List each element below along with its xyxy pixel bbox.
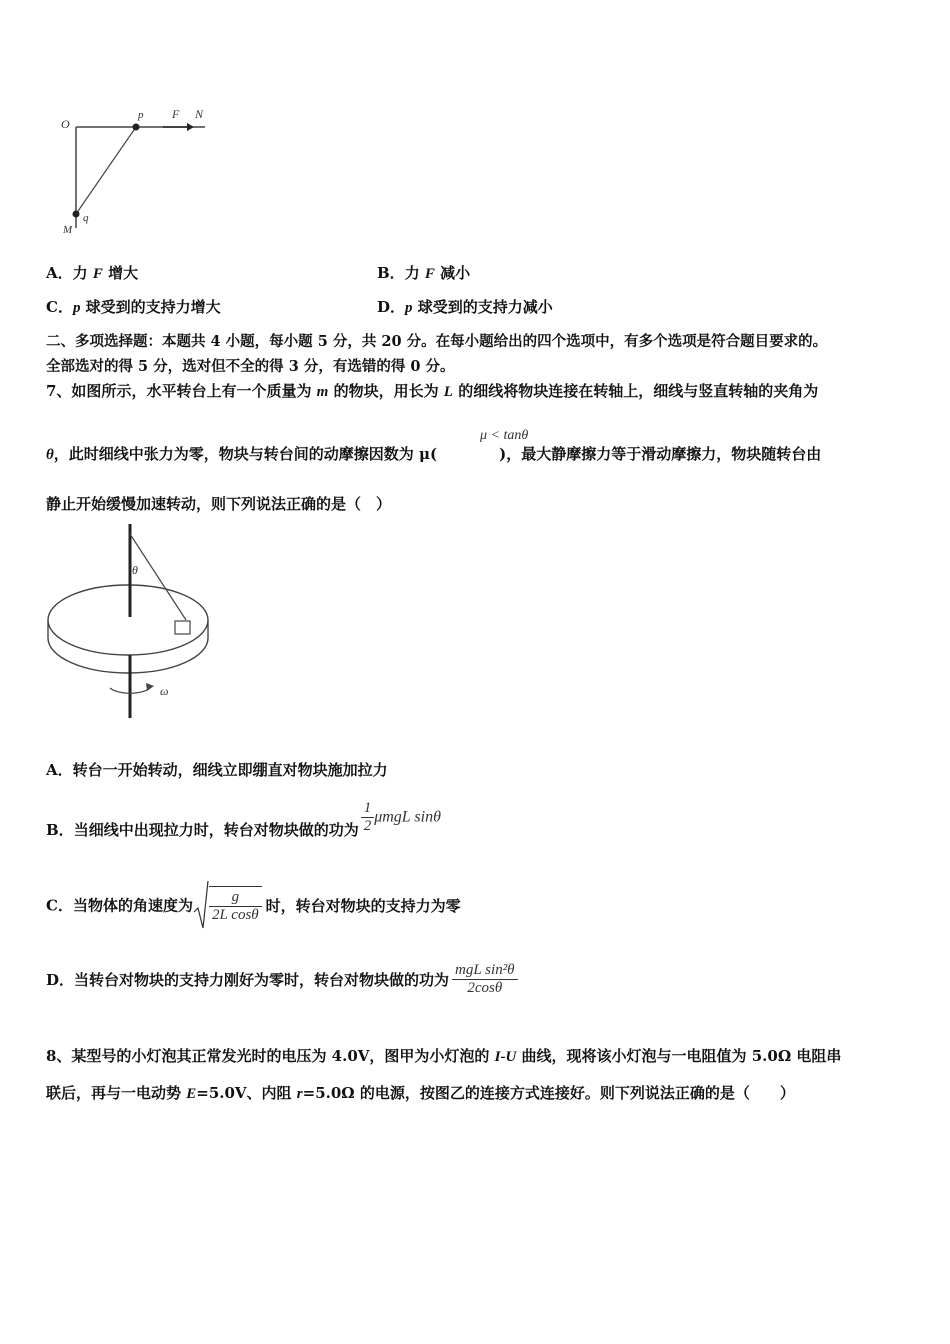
option-text: 球受到的支持力减小 [412, 298, 553, 316]
work-fraction: $\frac{\text{mgL sin²θ}}{2\cos\theta}$ [452, 962, 518, 997]
label-O: O [61, 117, 70, 131]
force-arrowhead [187, 123, 194, 131]
option-text: 力 [404, 264, 425, 282]
label-N: N [195, 107, 204, 121]
ball-p [133, 124, 140, 131]
q7-condition: μ < tanθ [480, 428, 529, 443]
option-letter: C． [46, 298, 73, 316]
q6-option-d[interactable] [377, 296, 553, 317]
section-header-line2: 全部选对的得 5 分，选对但不全的得 3 分，有选错的得 0 分。 [46, 358, 455, 375]
option-letter: D． [377, 298, 406, 316]
option-text: 减小 [434, 264, 471, 282]
q7-option-b[interactable]: B．当细线中出现拉力时，转台对物块做的功为 $\frac{1}{2}$ μmgL sinθ [46, 800, 441, 839]
q8-line1: 8、某型号的小灯泡其正常发光时的电压为 4.0V，图甲为小灯泡的 I-U 曲线，现将该小灯泡与一电阻值为 5.0Ω 电阻串 [46, 1047, 842, 1065]
q6-option-b[interactable] [377, 262, 470, 283]
label-p: p [138, 109, 144, 121]
q7-line3: 静止开始缓慢加速转动，则下列说法正确的是（ ） [46, 495, 392, 513]
sqrt-expression: $\frac{g}{\text{2L cosθ}}$ [193, 880, 262, 930]
angle-theta-label: θ [132, 563, 138, 577]
label-q: q [83, 212, 89, 224]
fraction-one-half: $\frac{1}{2}$ [361, 800, 375, 835]
q7-option-a[interactable]: A．转台一开始转动，细线立即绷直对物块施加拉力 [46, 761, 388, 779]
q7-option-d[interactable]: D．当转台对物块的支持力刚好为零时，转台对物块做的功为 $\frac{\text{mgL sin²θ}}{2\cos\theta}$ [46, 962, 518, 997]
q8-line2: 联后，再与一电动势 E=5.0V、内阻 r=5.0Ω 的电源，按图乙的连接方式连接好。则下列说法正确的是（ ） [46, 1084, 795, 1102]
figure-turntable [44, 520, 224, 725]
option-var: p [405, 300, 413, 316]
q6-option-a[interactable] [46, 262, 138, 283]
q7-line2: θ，此时细线中张力为零，物块与转台间的动摩擦因数为 μ( )，最大静摩擦力等于滑动摩擦力，物块随转台由 [46, 445, 822, 463]
option-text: 增大 [102, 264, 139, 282]
label-M: M [63, 224, 73, 236]
sqrt-sign [193, 880, 209, 930]
ball-q [73, 211, 80, 218]
q6-option-c[interactable] [46, 296, 221, 317]
option-text: 球受到的支持力增大 [80, 298, 221, 316]
section-header-line1: 二、多项选择题：本题共 4 小题，每小题 5 分，共 20 分。在每小题给出的四个选项中，有多个选项是符合题目要求的。 [46, 333, 828, 350]
q7-option-c[interactable]: C．当物体的角速度为 $\frac{g}{\text{2L cosθ}}$ 时，转台对物块的支持力为零 [46, 880, 461, 930]
rotation-arrowhead [146, 683, 154, 691]
option-text: 力 [72, 264, 93, 282]
option-var: p [72, 300, 81, 316]
option-letter: A． [46, 264, 73, 282]
turntable-top [48, 585, 208, 655]
connecting-rod [76, 127, 136, 214]
work-expression: μmgL sinθ [374, 808, 441, 826]
q7-line1: 7、如图所示，水平转台上有一个质量为 m 的物块，用长为 L 的细线将物块连接在转轴上，细线与竖直转轴的夹角为 [46, 382, 819, 400]
option-var: F [92, 266, 103, 282]
omega-label: ω [160, 684, 169, 698]
figure-pulley-diagram [55, 100, 225, 240]
option-var: F [424, 266, 435, 282]
option-letter: B． [377, 264, 405, 282]
block [175, 621, 190, 634]
label-F: F [172, 107, 180, 121]
